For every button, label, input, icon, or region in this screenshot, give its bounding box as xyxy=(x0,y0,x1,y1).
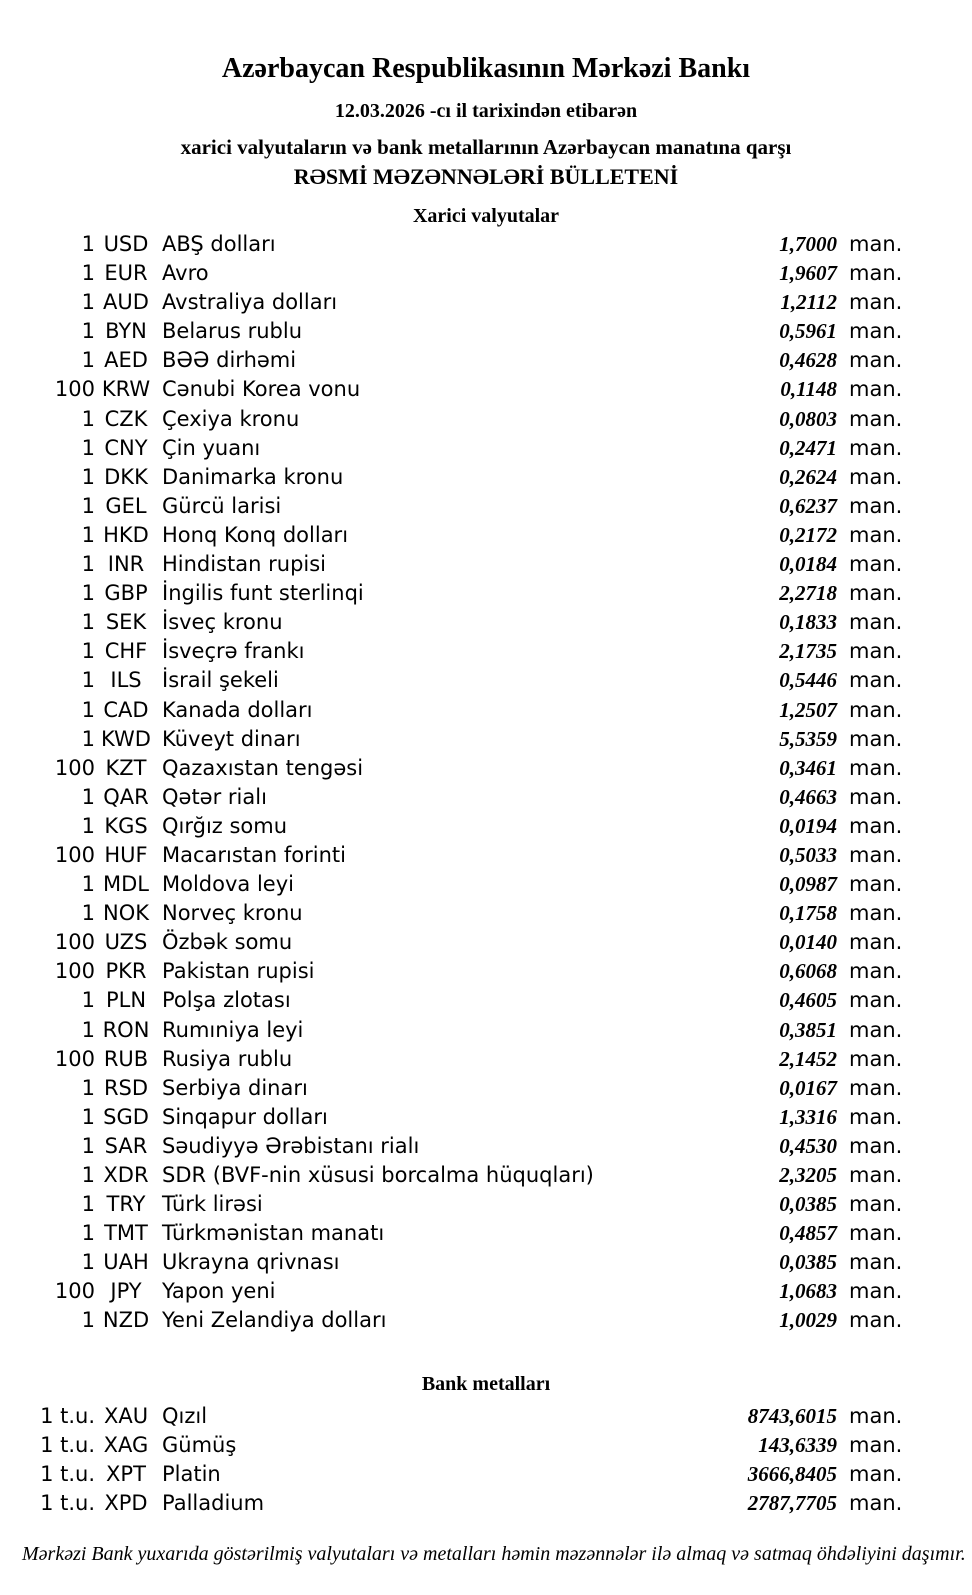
currency-name: Norveç kronu xyxy=(162,901,303,926)
rate-quantity: 1 xyxy=(81,522,95,547)
currency-name: İsveç kronu xyxy=(162,610,283,635)
currency-code: SAR xyxy=(104,1133,148,1158)
rate-value: 0,4605 xyxy=(779,988,837,1013)
currency-row xyxy=(0,1306,972,1335)
rate-unit: man. xyxy=(849,377,903,402)
currency-name: İsrail şekeli xyxy=(162,668,279,693)
currency-row xyxy=(0,928,972,957)
currency-code: TRY xyxy=(106,1192,146,1217)
rate-value: 1,0683 xyxy=(779,1279,837,1304)
rate-quantity: 1 xyxy=(81,1163,95,1187)
rate-quantity: 1 xyxy=(81,232,95,256)
currency-row xyxy=(0,899,972,928)
rate-quantity: 1 xyxy=(81,552,95,577)
currency-code: EUR xyxy=(104,261,148,286)
rate-unit: man. xyxy=(849,1075,903,1100)
currency-code: SGD xyxy=(103,1104,149,1129)
rate-unit: man. xyxy=(849,522,903,547)
rate-value: 0,0803 xyxy=(779,406,837,431)
metal-row xyxy=(0,1402,972,1431)
currency-row xyxy=(0,579,972,608)
rate-value: 2,2718 xyxy=(779,581,837,606)
bulletin-title: RƏSMİ MƏZƏNNƏLƏRİ BÜLLETENİ xyxy=(293,164,679,189)
rate-value: 0,0140 xyxy=(779,930,837,955)
currency-code: HKD xyxy=(103,522,149,547)
currency-code: CNY xyxy=(104,435,148,460)
rate-value: 1,7000 xyxy=(779,232,837,256)
rate-quantity: 1 xyxy=(81,668,95,693)
currency-name: Çin yuanı xyxy=(162,435,261,460)
rate-unit: man. xyxy=(849,581,903,606)
rate-unit: man. xyxy=(849,406,903,431)
rate-unit: man. xyxy=(849,1432,903,1457)
rate-quantity: 100 xyxy=(54,755,95,780)
rate-value: 0,0987 xyxy=(779,872,837,897)
currency-row xyxy=(0,1248,972,1277)
currency-row xyxy=(0,317,972,346)
currency-code: XPT xyxy=(106,1461,146,1486)
rate-value: 0,3851 xyxy=(779,1017,837,1042)
rate-value: 0,1833 xyxy=(779,610,837,635)
currency-row xyxy=(0,608,972,637)
rate-unit: man. xyxy=(849,784,903,809)
currency-code: NOK xyxy=(102,901,149,926)
currency-code: AUD xyxy=(103,290,149,315)
currency-name: Belarus rublu xyxy=(162,319,303,344)
rate-unit: man. xyxy=(849,1221,903,1246)
currency-row xyxy=(0,1219,972,1248)
rate-unit: man. xyxy=(849,319,903,344)
rate-value: 0,1758 xyxy=(779,901,837,926)
currency-code: UZS xyxy=(104,930,148,955)
currency-code: RUB xyxy=(103,1046,149,1071)
currency-row xyxy=(0,230,972,259)
rate-unit: man. xyxy=(849,988,903,1013)
rate-value: 0,2624 xyxy=(779,464,837,489)
metal-row xyxy=(0,1460,972,1489)
rate-quantity: 1 xyxy=(81,493,95,518)
rate-unit: man. xyxy=(849,464,903,489)
rate-unit: man. xyxy=(849,1461,903,1486)
currency-row xyxy=(0,841,972,870)
rate-unit: man. xyxy=(849,1163,903,1187)
rate-value: 1,2112 xyxy=(780,290,837,315)
currency-row xyxy=(0,1190,972,1219)
currency-code: CZK xyxy=(104,406,148,431)
currency-code: QAR xyxy=(103,784,149,809)
rate-value: 2,1735 xyxy=(779,639,837,664)
currency-row xyxy=(0,550,972,579)
rate-unit: man. xyxy=(849,1192,903,1217)
rate-unit: man. xyxy=(849,1490,903,1515)
currency-row xyxy=(0,521,972,550)
rate-unit: man. xyxy=(849,1104,903,1129)
currency-row xyxy=(0,637,972,666)
rate-quantity: 1 xyxy=(81,1104,95,1129)
rate-quantity: 1 xyxy=(81,610,95,635)
currency-code: HUF xyxy=(104,842,148,867)
currency-code: CAD xyxy=(103,697,149,722)
rate-quantity: 100 xyxy=(54,959,95,984)
currency-row xyxy=(0,666,972,695)
rate-value: 0,0385 xyxy=(779,1250,837,1275)
currency-row xyxy=(0,1161,972,1190)
rate-value: 1,3316 xyxy=(779,1104,837,1129)
rate-quantity: 1 xyxy=(81,1221,95,1246)
currency-code: XPD xyxy=(104,1490,148,1515)
rate-unit: man. xyxy=(849,232,903,256)
rate-value: 0,2172 xyxy=(779,522,837,547)
bank-metals-section-title: Bank metalları xyxy=(421,1372,551,1395)
rate-unit: man. xyxy=(849,813,903,838)
metal-row xyxy=(0,1431,972,1460)
currency-code: USD xyxy=(103,232,149,256)
rate-quantity: 100 xyxy=(54,930,95,955)
currency-name: Yapon yeni xyxy=(162,1279,276,1304)
rate-quantity: 100 xyxy=(54,842,95,867)
currency-row xyxy=(0,492,972,521)
currency-name: Honq Konq dolları xyxy=(162,522,349,547)
currency-row xyxy=(0,288,972,317)
currency-code: KGS xyxy=(104,813,148,838)
rate-unit: man. xyxy=(849,1279,903,1304)
currency-code: XAG xyxy=(103,1432,149,1457)
currency-name: Cənubi Korea vonu xyxy=(162,377,361,402)
rate-unit: man. xyxy=(849,435,903,460)
currency-code: KRW xyxy=(101,377,151,402)
rate-value: 0,4628 xyxy=(779,348,837,373)
currency-name: Rusiya rublu xyxy=(162,1046,293,1071)
rate-value: 0,0194 xyxy=(779,813,837,838)
currency-code: KZT xyxy=(105,755,147,780)
currency-code: RON xyxy=(102,1017,150,1042)
currency-name: Qızıl xyxy=(162,1403,208,1428)
currency-row xyxy=(0,434,972,463)
currency-name: Hindistan rupisi xyxy=(162,552,327,577)
rate-value: 0,0184 xyxy=(779,552,837,577)
rate-unit: man. xyxy=(849,348,903,373)
rate-unit: man. xyxy=(849,872,903,897)
currency-name: Küveyt dinarı xyxy=(162,726,301,751)
currency-row xyxy=(0,1132,972,1161)
rate-quantity: 1 xyxy=(81,581,95,606)
rate-quantity: 1 xyxy=(81,988,95,1013)
currency-name: Səudiyyə Ərəbistanı rialı xyxy=(162,1133,420,1158)
rate-value: 1,2507 xyxy=(779,697,837,722)
currency-row xyxy=(0,405,972,434)
currency-code: KWD xyxy=(101,726,151,751)
rate-value: 5,5359 xyxy=(779,726,837,751)
rate-unit: man. xyxy=(849,639,903,664)
rate-value: 1,0029 xyxy=(779,1308,837,1333)
currency-code: NZD xyxy=(102,1308,150,1333)
currency-name: Macarıstan forinti xyxy=(162,842,346,867)
rate-quantity: 1 xyxy=(81,1075,95,1100)
rate-value: 0,6068 xyxy=(779,959,837,984)
rate-value: 1,9607 xyxy=(779,261,837,286)
currency-code: PKR xyxy=(105,959,147,984)
rate-value: 0,4530 xyxy=(779,1133,837,1158)
currency-name: Yeni Zelandiya dolları xyxy=(162,1308,387,1333)
currency-row xyxy=(0,696,972,725)
rate-value: 143,6339 xyxy=(758,1432,837,1457)
currency-code: GEL xyxy=(105,493,147,518)
rate-unit: man. xyxy=(849,726,903,751)
rate-value: 2,3205 xyxy=(779,1163,837,1187)
currency-list xyxy=(0,230,972,1336)
currency-name: ABŞ dolları xyxy=(162,232,276,256)
rate-value: 0,5033 xyxy=(779,842,837,867)
currency-code: AED xyxy=(104,348,148,373)
currency-code: CHF xyxy=(104,639,148,664)
rate-unit: man. xyxy=(849,668,903,693)
rate-value: 0,2471 xyxy=(779,435,837,460)
currency-row xyxy=(0,1074,972,1103)
rate-quantity: 1 xyxy=(81,813,95,838)
currency-row xyxy=(0,812,972,841)
rate-quantity: 1 xyxy=(81,319,95,344)
rate-quantity: 1 xyxy=(81,697,95,722)
rate-unit: man. xyxy=(849,842,903,867)
rate-quantity: 1 xyxy=(81,901,95,926)
currency-name: Özbək somu xyxy=(162,930,293,955)
currency-code: SEK xyxy=(105,610,147,635)
document-subtitle: xarici valyutaların və bank metallarının Azərbaycan manatına qarşı xyxy=(180,135,792,159)
rate-value: 0,5446 xyxy=(779,668,837,693)
currency-code: XDR xyxy=(103,1163,149,1187)
rate-value: 2,1452 xyxy=(779,1046,837,1071)
rate-quantity: 1 xyxy=(81,1133,95,1158)
currency-name: Polşa zlotası xyxy=(162,988,291,1013)
currency-code: BYN xyxy=(105,319,147,344)
rate-value: 0,4857 xyxy=(779,1221,837,1246)
rate-quantity: 1 xyxy=(81,348,95,373)
currency-code: UAH xyxy=(103,1250,149,1275)
metal-list xyxy=(0,1402,972,1518)
currency-name: Türkmənistan manatı xyxy=(162,1221,385,1246)
rate-quantity: 1 xyxy=(81,464,95,489)
rate-value: 0,1148 xyxy=(780,377,837,402)
rate-quantity: 1 xyxy=(81,1308,95,1333)
rate-quantity: 1 t.u. xyxy=(40,1490,95,1515)
rate-quantity: 1 xyxy=(81,784,95,809)
document-header xyxy=(0,52,972,190)
rate-value: 0,0167 xyxy=(779,1075,837,1100)
rate-value: 0,3461 xyxy=(779,755,837,780)
rate-quantity: 1 xyxy=(81,872,95,897)
currency-name: Pakistan rupisi xyxy=(162,959,315,984)
currency-row xyxy=(0,725,972,754)
currency-row xyxy=(0,986,972,1015)
currency-code: JPY xyxy=(110,1279,142,1304)
currency-name: Gürcü larisi xyxy=(162,493,282,518)
rate-value: 3666,8405 xyxy=(747,1461,837,1486)
currency-row xyxy=(0,1045,972,1074)
currency-name: İngilis funt sterlinqi xyxy=(162,581,364,606)
currency-name: Moldova leyi xyxy=(162,872,294,897)
metal-row xyxy=(0,1489,972,1518)
rate-quantity: 1 xyxy=(81,261,95,286)
rate-quantity: 1 t.u. xyxy=(40,1403,95,1428)
rate-quantity: 1 xyxy=(81,406,95,431)
currency-name: Sinqapur dolları xyxy=(162,1104,328,1129)
currency-code: PLN xyxy=(105,988,147,1013)
currency-name: Ukrayna qrivnası xyxy=(162,1250,340,1275)
rate-quantity: 1 xyxy=(81,1192,95,1217)
rate-quantity: 100 xyxy=(54,1279,95,1304)
currency-name: Platin xyxy=(162,1461,221,1486)
currency-row xyxy=(0,375,972,404)
footer-disclaimer: Mərkəzi Bank yuxarıda göstərilmiş valyutaları və metalları həmin məzənnələr ilə almaq və satmaq öhdəliyini daşımır. xyxy=(22,1542,966,1565)
currency-row xyxy=(0,346,972,375)
currency-row xyxy=(0,259,972,288)
currency-name: Türk lirəsi xyxy=(162,1192,263,1217)
rate-quantity: 100 xyxy=(54,1046,95,1071)
rate-quantity: 1 t.u. xyxy=(40,1432,95,1457)
rate-quantity: 1 xyxy=(81,435,95,460)
page-title: Azərbaycan Respublikasının Mərkəzi Bankı xyxy=(221,53,751,84)
currency-name: Serbiya dinarı xyxy=(162,1075,308,1100)
rate-value: 0,0385 xyxy=(779,1192,837,1217)
rate-unit: man. xyxy=(849,930,903,955)
rate-quantity: 100 xyxy=(54,377,95,402)
currency-code: MDL xyxy=(103,872,149,897)
currency-name: Avstraliya dolları xyxy=(162,290,338,315)
currency-row xyxy=(0,1016,972,1045)
currency-code: GBP xyxy=(104,581,148,606)
currency-name: Rumıniya leyi xyxy=(162,1017,304,1042)
rate-unit: man. xyxy=(849,901,903,926)
rate-value: 0,6237 xyxy=(779,493,837,518)
currency-code: XAU xyxy=(103,1403,149,1428)
rate-quantity: 1 xyxy=(81,1017,95,1042)
rate-quantity: 1 xyxy=(81,1250,95,1275)
rate-quantity: 1 xyxy=(81,639,95,664)
currency-name: Danimarka kronu xyxy=(162,464,344,489)
rate-unit: man. xyxy=(849,1017,903,1042)
currency-name: Çexiya kronu xyxy=(162,406,300,431)
rate-value: 8743,6015 xyxy=(747,1403,837,1428)
currency-code: DKK xyxy=(104,464,148,489)
rate-value: 0,4663 xyxy=(779,784,837,809)
rate-unit: man. xyxy=(849,959,903,984)
currency-row xyxy=(0,1277,972,1306)
rate-quantity: 1 xyxy=(81,290,95,315)
currency-code: INR xyxy=(107,552,145,577)
rate-unit: man. xyxy=(849,261,903,286)
rate-unit: man. xyxy=(849,290,903,315)
currency-row xyxy=(0,754,972,783)
currency-name: Gümüş xyxy=(162,1432,237,1457)
rate-value: 0,5961 xyxy=(779,319,837,344)
currency-row xyxy=(0,463,972,492)
currency-row xyxy=(0,1103,972,1132)
currency-code: RSD xyxy=(103,1075,149,1100)
rate-value: 2787,7705 xyxy=(747,1490,837,1515)
currency-code: ILS xyxy=(110,668,142,693)
foreign-currencies-section-title: Xarici valyutalar xyxy=(412,205,560,227)
rate-quantity: 1 t.u. xyxy=(40,1461,95,1486)
currency-name: SDR (BVF-nin xüsusi borcalma hüquqları) xyxy=(162,1163,594,1187)
rate-unit: man. xyxy=(849,552,903,577)
currency-name: Palladium xyxy=(162,1490,265,1515)
rate-unit: man. xyxy=(849,1250,903,1275)
currency-name: Avro xyxy=(162,261,209,286)
rate-unit: man. xyxy=(849,697,903,722)
currency-name: İsveçrə frankı xyxy=(162,639,305,664)
currency-row xyxy=(0,783,972,812)
rate-unit: man. xyxy=(849,755,903,780)
rate-quantity: 1 xyxy=(81,726,95,751)
rate-unit: man. xyxy=(849,1308,903,1333)
currency-row xyxy=(0,957,972,986)
currency-name: Qırğız somu xyxy=(162,813,288,838)
currency-name: Qətər rialı xyxy=(162,784,267,809)
currency-name: Kanada dolları xyxy=(162,697,313,722)
currency-row xyxy=(0,870,972,899)
rate-unit: man. xyxy=(849,1046,903,1071)
effective-date-line: 12.03.2026 -cı il tarixindən etibarən xyxy=(334,100,638,122)
rate-unit: man. xyxy=(849,610,903,635)
rate-unit: man. xyxy=(849,493,903,518)
currency-name: BƏƏ dirhəmi xyxy=(162,348,297,373)
currency-code: TMT xyxy=(104,1221,148,1246)
rate-unit: man. xyxy=(849,1403,903,1428)
currency-name: Qazaxıstan tengəsi xyxy=(162,755,364,780)
rate-unit: man. xyxy=(849,1133,903,1158)
